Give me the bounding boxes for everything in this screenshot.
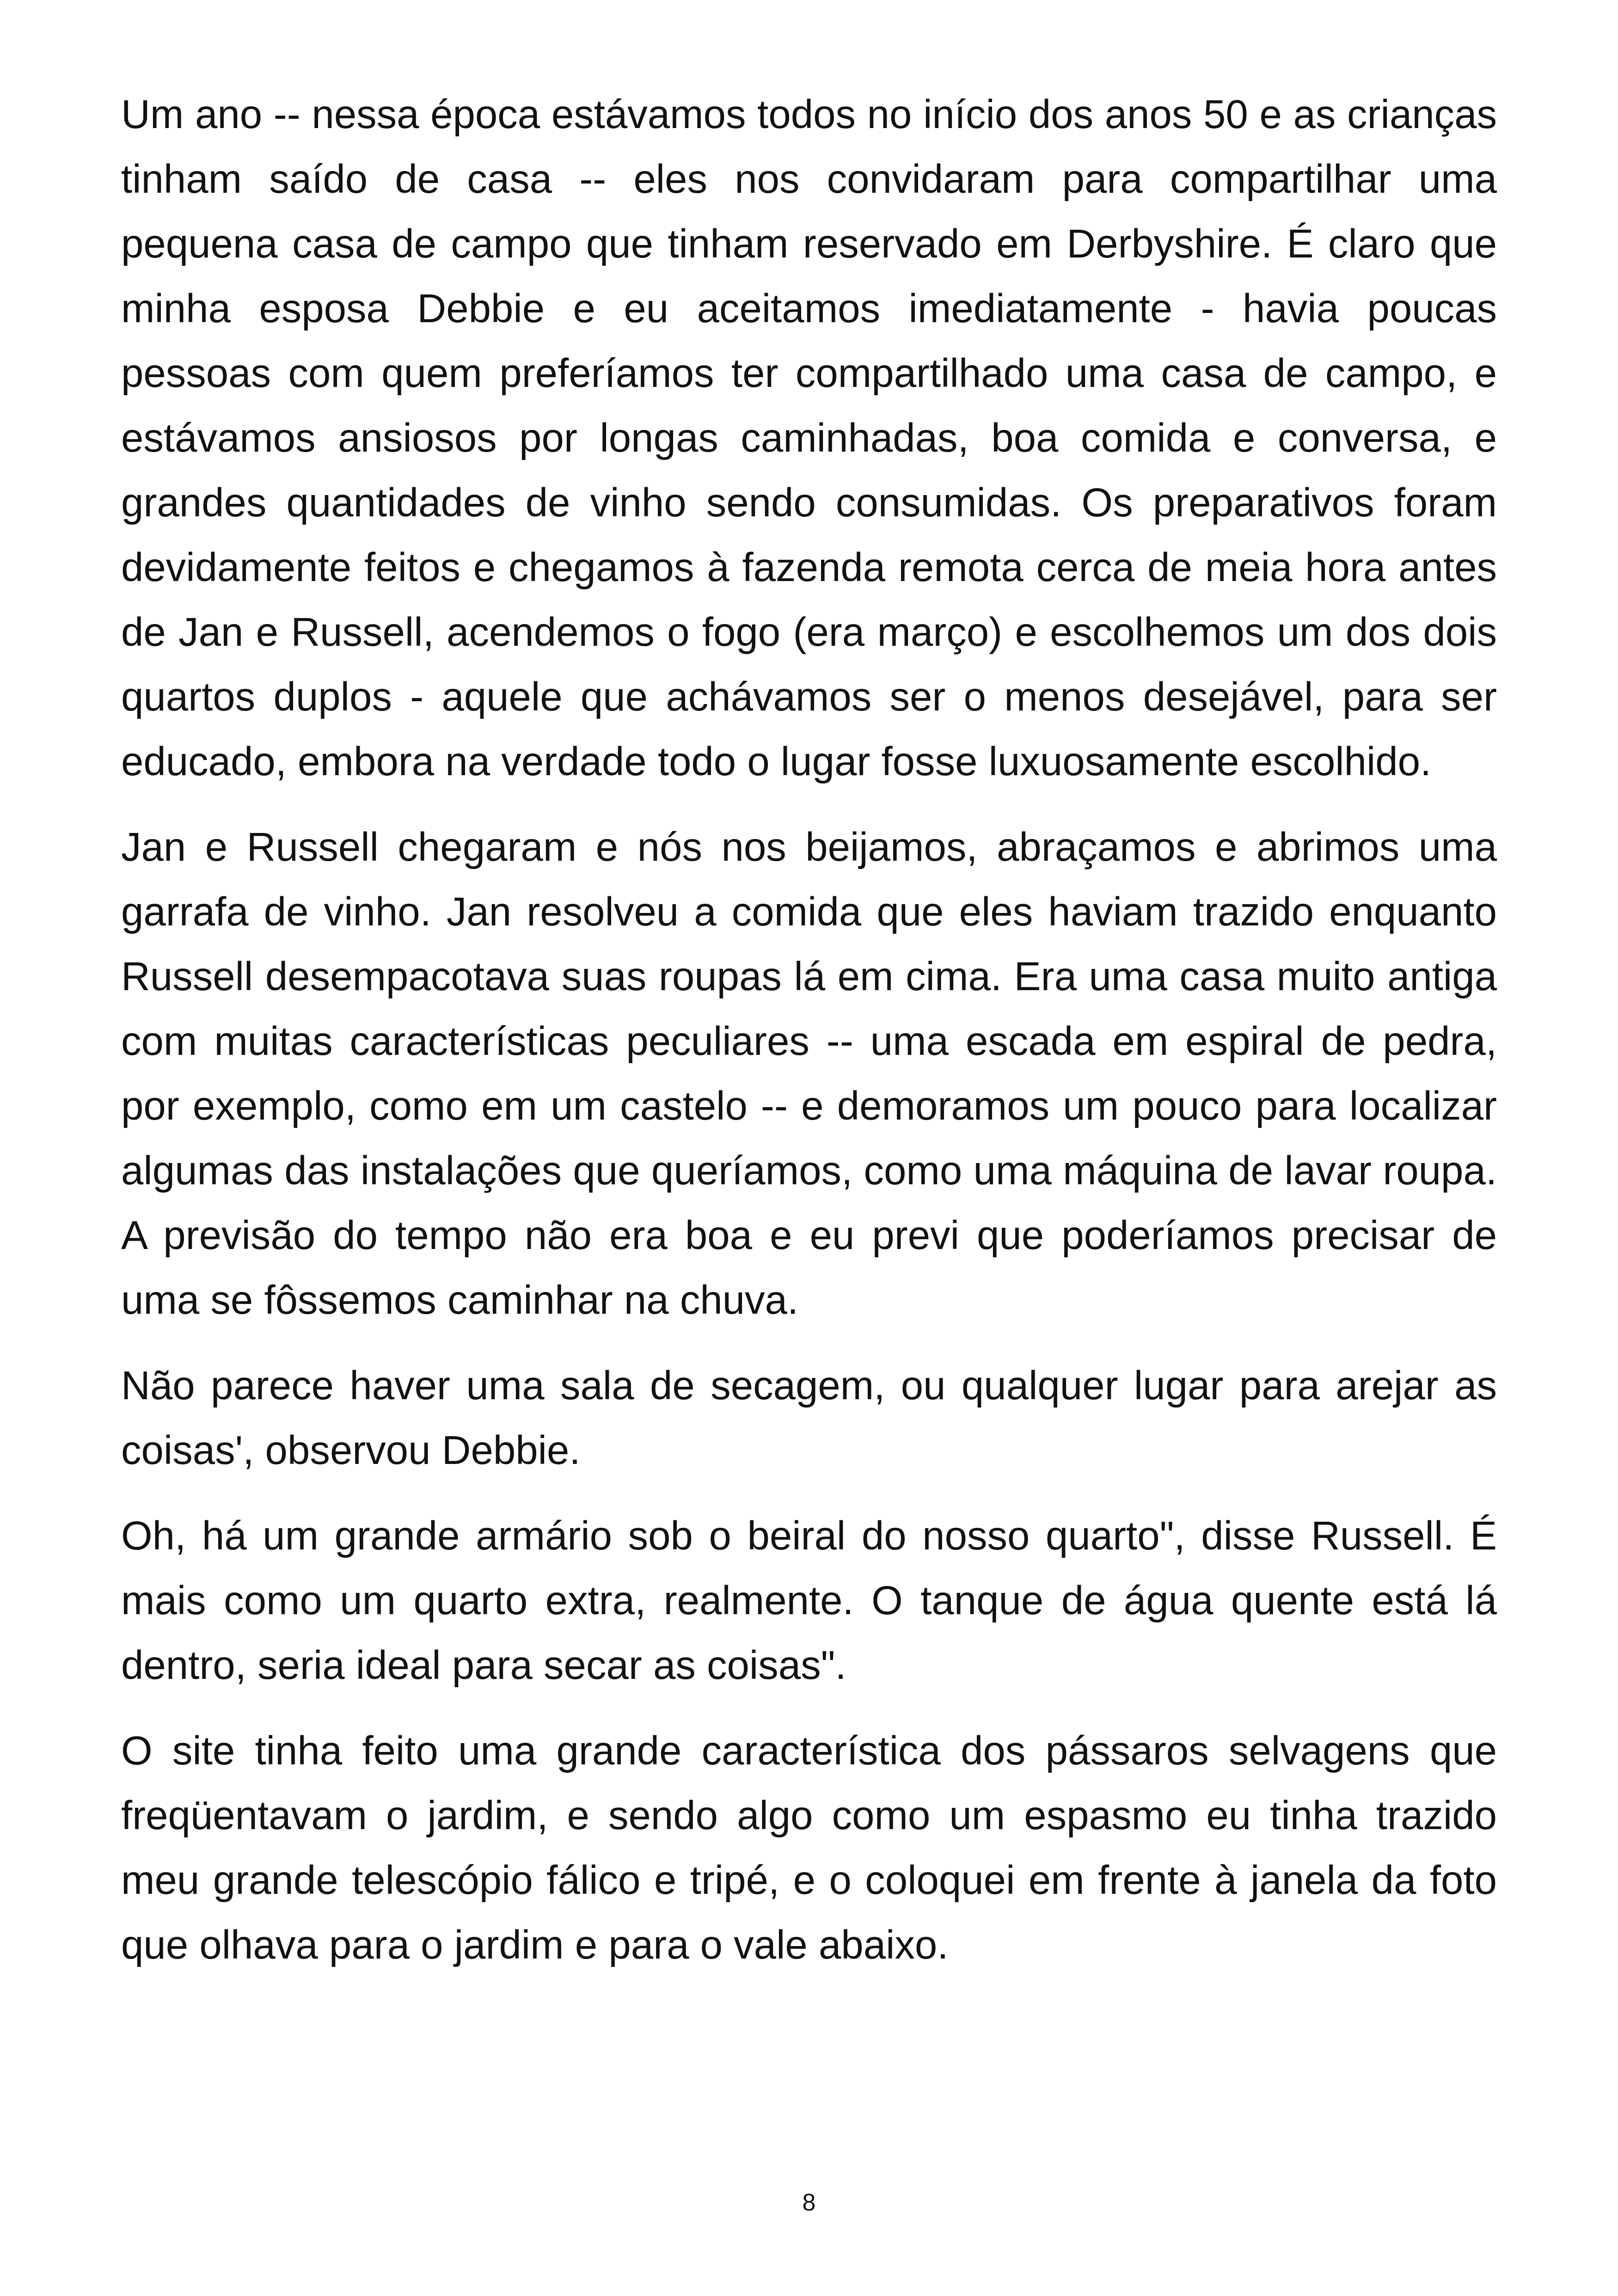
page-number: 8 bbox=[802, 2189, 816, 2216]
paragraph-2: Jan e Russell chegaram e nós nos beijamos, abraçamos e abrimos uma garrafa de vinho. Jan resolveu a comida que eles haviam trazido enquanto Russell desempacotava suas roupas lá em cima. Era uma casa muito antiga com muitas características peculiares -- uma escada em espiral de pedra, por exemplo, como em um castelo -- e demoramos um pouco para localizar algumas das instalações que queríamos, como uma máquina de lavar roupa. A previsão do tempo não era boa e eu previ que poderíamos precisar de uma se fôssemos caminhar na chuva. bbox=[121, 825, 1497, 1322]
paragraph-3: Não parece haver uma sala de secagem, ou qualquer lugar para arejar as coisas', observou Debbie. bbox=[121, 1363, 1497, 1473]
page-content bbox=[121, 82, 1497, 1998]
paragraph-1: Um ano -- nessa época estávamos todos no início dos anos 50 e as crianças tinham saído de casa -- eles nos convidaram para compartilhar uma pequena casa de campo que tinham reservado em Derbyshire. É claro que minha esposa Debbie e eu aceitamos imediatamente - havia poucas pessoas com quem preferíamos ter compartilhado uma casa de campo, e estávamos ansiosos por longas caminhadas, boa comida e conversa, e grandes quantidades de vinho sendo consumidas. Os preparativos foram devidamente feitos e chegamos à fazenda remota cerca de meia hora antes de Jan e Russell, acendemos o fogo (era março) e escolhemos um dos dois quartos duplos - aquele que achávamos ser o menos desejável, para ser educado, embora na verdade todo o lugar fosse luxuosamente escolhido. bbox=[121, 92, 1497, 784]
paragraph-5: O site tinha feito uma grande característica dos pássaros selvagens que freqüentavam o jardim, e sendo algo como um espasmo eu tinha trazido meu grande telescópio fálico e tripé, e o coloquei em frente à janela da foto que olhava para o jardim e para o vale abaixo. bbox=[121, 1728, 1497, 1967]
paragraph-4: Oh, há um grande armário sob o beiral do nosso quarto", disse Russell. É mais como um quarto extra, realmente. O tanque de água quente está lá dentro, seria ideal para secar as coisas". bbox=[121, 1513, 1497, 1688]
